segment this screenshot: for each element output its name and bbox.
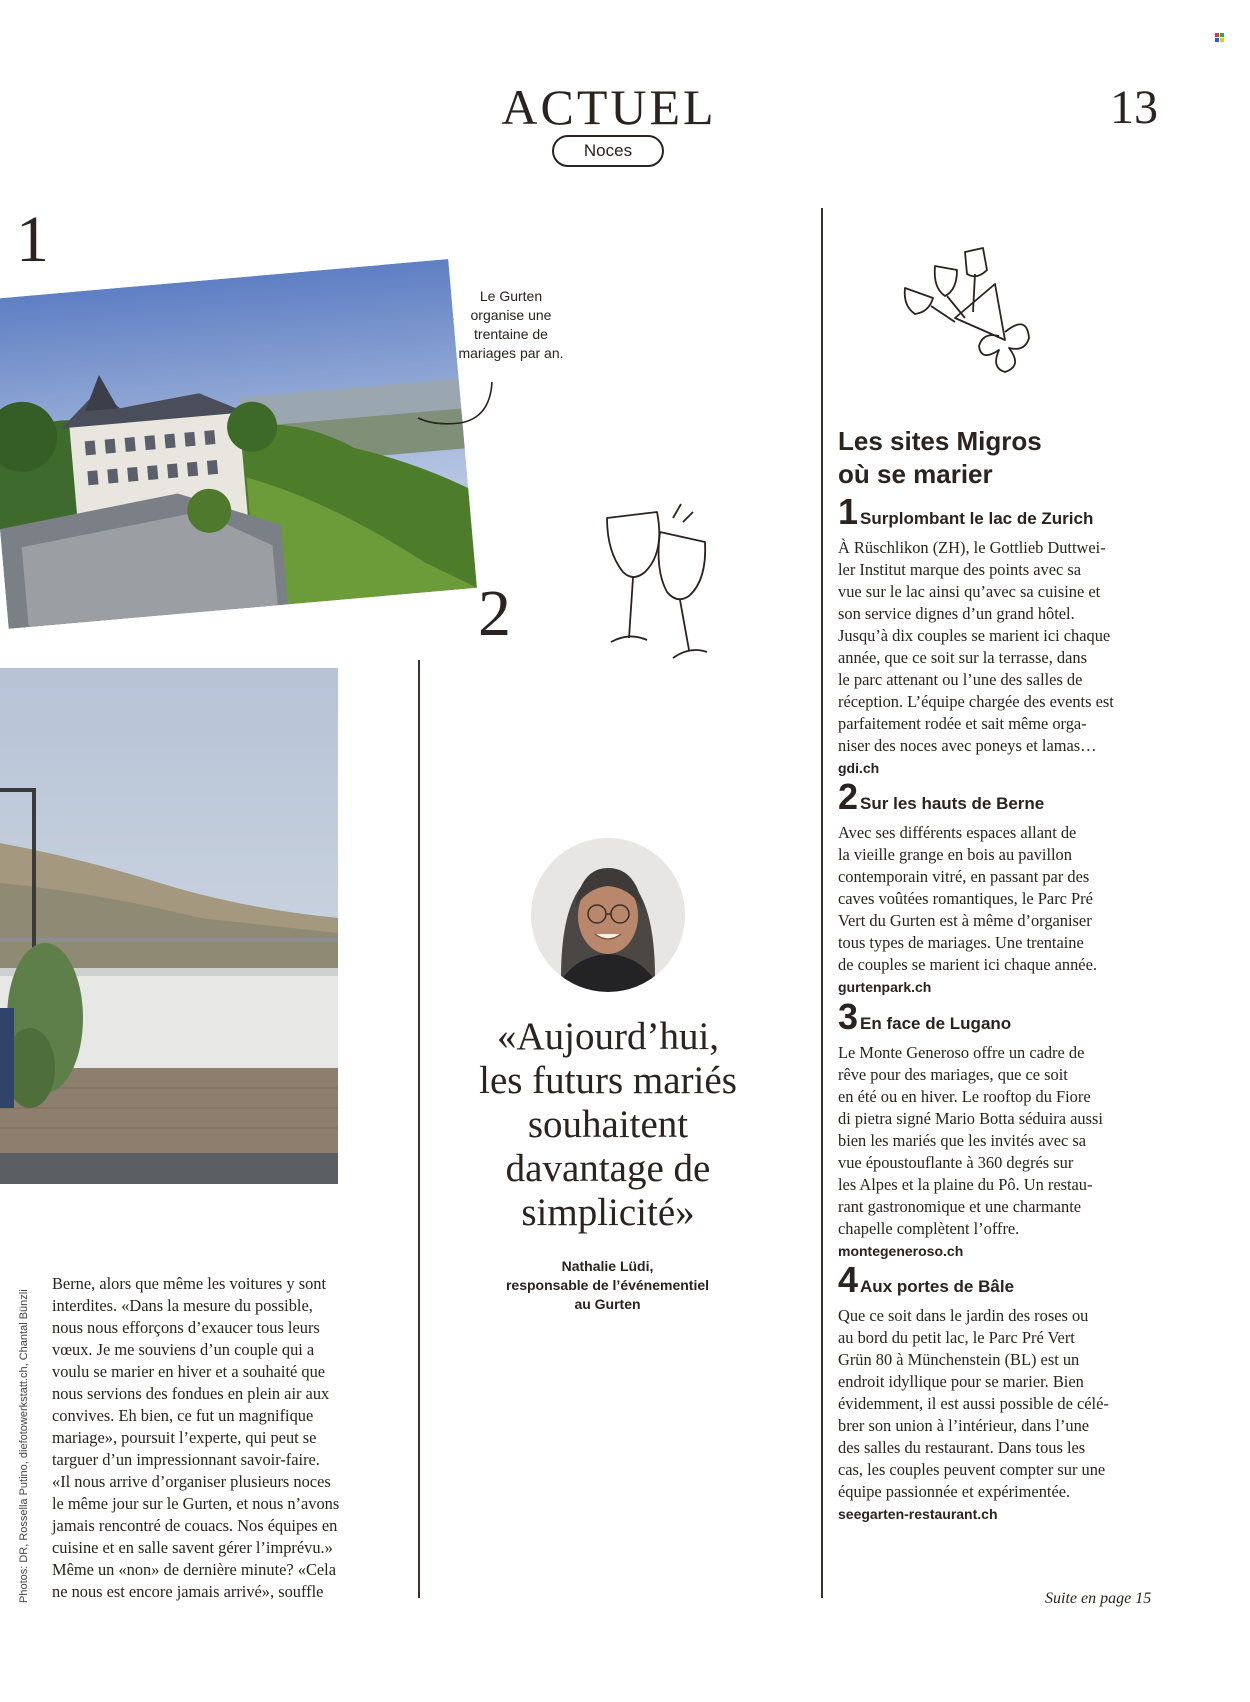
sites-heading-line: Les sites Migros — [838, 426, 1042, 456]
site-line: réception. L’équipe chargée des events est — [838, 692, 1114, 711]
terrace-ceremony-photo — [0, 668, 338, 1184]
photo-number-1: 1 — [16, 203, 49, 276]
site-line: niser des noces avec poneys et lamas… — [838, 736, 1097, 755]
site-line: bien les mariés que les invités avec sa — [838, 1131, 1087, 1150]
quote-line: simplicité» — [521, 1191, 695, 1234]
site-line: au bord du petit lac, le Parc Pré Vert — [838, 1328, 1075, 1347]
site-title: En face de Lugano — [860, 1014, 1012, 1033]
site-line: son service dignes d’un grand hôtel. — [838, 604, 1075, 623]
site-line: en été ou en hiver. Le rooftop du Fiore — [838, 1087, 1091, 1106]
article-line: voulu se marier en hiver et a souhaité que — [52, 1362, 326, 1381]
site-line: caves voûtées romantiques, le Parc Pré — [838, 889, 1093, 908]
article-line: Même un «non» de dernière minute? «Cela — [52, 1560, 337, 1579]
site-number: 4 — [838, 1259, 859, 1300]
caption-arrow-icon — [410, 378, 500, 438]
nathalie-ludi-portrait — [531, 838, 685, 992]
article-body — [52, 1273, 412, 1603]
site-line: Avec ses différents espaces allant de — [838, 823, 1077, 842]
site-line: Que ce soit dans le jardin des roses ou — [838, 1306, 1089, 1325]
site-line: de couples se marient ici chaque année. — [838, 955, 1097, 974]
site-line: évidemment, il est aussi possible de célé- — [838, 1394, 1109, 1413]
photo-number-2: 2 — [478, 577, 511, 650]
site-number: 1 — [838, 491, 859, 532]
article-line: «Il nous arrive d’organiser plusieurs noces — [52, 1472, 331, 1491]
site-entry-4 — [838, 1259, 1168, 1525]
article-line: mariage», poursuit l’experte, qui peut se — [52, 1428, 317, 1447]
site-line: équipe passionnée et expérimentée. — [838, 1482, 1071, 1501]
site-line: vue sur le lac ainsi qu’avec sa cuisine et — [838, 582, 1101, 601]
site-line: Vert du Gurten est à même d’organiser — [838, 911, 1092, 930]
site-link[interactable]: gurtenpark.ch — [838, 979, 932, 995]
page-number: 13 — [1110, 81, 1158, 134]
article-line: nous servions des fondues en plein air aux — [52, 1384, 330, 1403]
color-mark-icon — [1215, 33, 1224, 42]
column-rule-right — [821, 208, 823, 1598]
site-line: la vieille grange en bois au pavillon — [838, 845, 1072, 864]
site-line: endroit idyllique pour se marier. Bien — [838, 1372, 1084, 1391]
site-line: di pietra signé Mario Botta séduira aussi — [838, 1109, 1103, 1128]
site-line: brer son union à l’intérieur, dans l’une — [838, 1416, 1090, 1435]
article-line: ne nous est encore jamais arrivé», souffle — [52, 1582, 324, 1601]
continued-note: Suite en page 15 — [1045, 1590, 1152, 1607]
article-line: interdites. «Dans la mesure du possible, — [52, 1296, 313, 1315]
site-entry-1 — [838, 491, 1168, 779]
site-entry-2 — [838, 776, 1168, 998]
quote-line: les futurs mariés — [479, 1059, 737, 1102]
article-line: le même jour sur le Gurten, et nous n’avons — [52, 1494, 340, 1513]
site-entry-3 — [838, 996, 1168, 1262]
quote-attribution — [470, 1257, 745, 1314]
site-link[interactable]: montegeneroso.ch — [838, 1243, 964, 1259]
site-line: rêve pour des mariages, que ce soit — [838, 1065, 1068, 1084]
site-line: rant gastronomique et une charmante — [838, 1197, 1082, 1216]
section-title: ACTUEL — [501, 79, 717, 135]
gurten-hotel-photo — [0, 259, 477, 629]
article-line: cuisine et en salle savent gérer l’imprévu.» — [52, 1538, 333, 1557]
site-line: À Rüschlikon (ZH), le Gottlieb Duttwei- — [838, 538, 1106, 557]
site-line: vue époustouflante à 360 degrés sur — [838, 1153, 1074, 1172]
site-link[interactable]: seegarten-restaurant.ch — [838, 1506, 998, 1522]
site-line: les Alpes et la plaine du Pô. Un restau- — [838, 1175, 1093, 1194]
site-line: chapelle complètent l’offre. — [838, 1219, 1020, 1238]
site-line: tous types de mariages. Une trentaine — [838, 933, 1084, 952]
site-line: des salles du restaurant. Dans tous les — [838, 1438, 1086, 1457]
site-line: Le Monte Generoso offre un cadre de — [838, 1043, 1085, 1062]
site-line: Jusqu’à dix couples se marient ici chaque — [838, 626, 1111, 645]
quote-line: souhaitent — [527, 1103, 689, 1146]
flowers-icon — [895, 240, 1045, 380]
site-title: Surplombant le lac de Zurich — [860, 509, 1094, 528]
sites-heading — [838, 425, 1168, 491]
site-link[interactable]: gdi.ch — [838, 760, 880, 776]
site-line: année, que ce soit sur la terrasse, dans — [838, 648, 1087, 667]
site-title: Aux portes de Bâle — [860, 1277, 1015, 1296]
site-line: ler Institut marque des points avec sa — [838, 560, 1082, 579]
sites-heading-line: où se marier — [838, 459, 993, 489]
quote-line: davantage de — [505, 1147, 711, 1190]
site-line: parfaitement rodée et sait même orga- — [838, 714, 1087, 733]
column-rule-left — [418, 660, 420, 1598]
site-line: cas, les couples peuvent compter sur une — [838, 1460, 1106, 1479]
photo-credit: Photos: DR, Rossella Putino, diefotowerkstatt.ch, Chantal Bünzli — [18, 1289, 30, 1603]
quote-author-role: au Gurten — [574, 1296, 641, 1312]
site-line: contemporain vitré, en passant par des — [838, 867, 1090, 886]
champagne-glasses-icon — [585, 500, 735, 665]
subsection-badge: Noces — [552, 135, 664, 167]
article-line: targuer d’un impressionnant savoir-faire. — [52, 1450, 320, 1469]
article-line: nous nous efforçons d’exaucer tous leurs — [52, 1318, 320, 1337]
article-line: vœux. Je me souviens d’un couple qui a — [52, 1340, 315, 1359]
photo-caption: Le Gurten organise une trentaine de mariages par an. — [458, 288, 564, 361]
site-line: le parc attenant ou l’une des salles de — [838, 670, 1083, 689]
site-line: Grün 80 à Münchenstein (BL) est un — [838, 1350, 1080, 1369]
site-number: 2 — [838, 776, 859, 817]
quote-line: «Aujourd’hui, — [496, 1015, 720, 1058]
pull-quote — [448, 1015, 768, 1235]
article-line: Berne, alors que même les voitures y sont — [52, 1274, 327, 1293]
site-number: 3 — [838, 996, 859, 1037]
article-line: convives. Eh bien, ce fut un magnifique — [52, 1406, 314, 1425]
site-title: Sur les hauts de Berne — [860, 794, 1045, 813]
quote-author-role: responsable de l’événementiel — [505, 1277, 710, 1293]
quote-author-name: Nathalie Lüdi, — [561, 1258, 654, 1274]
article-line: jamais rencontré de couacs. Nos équipes en — [52, 1516, 338, 1535]
